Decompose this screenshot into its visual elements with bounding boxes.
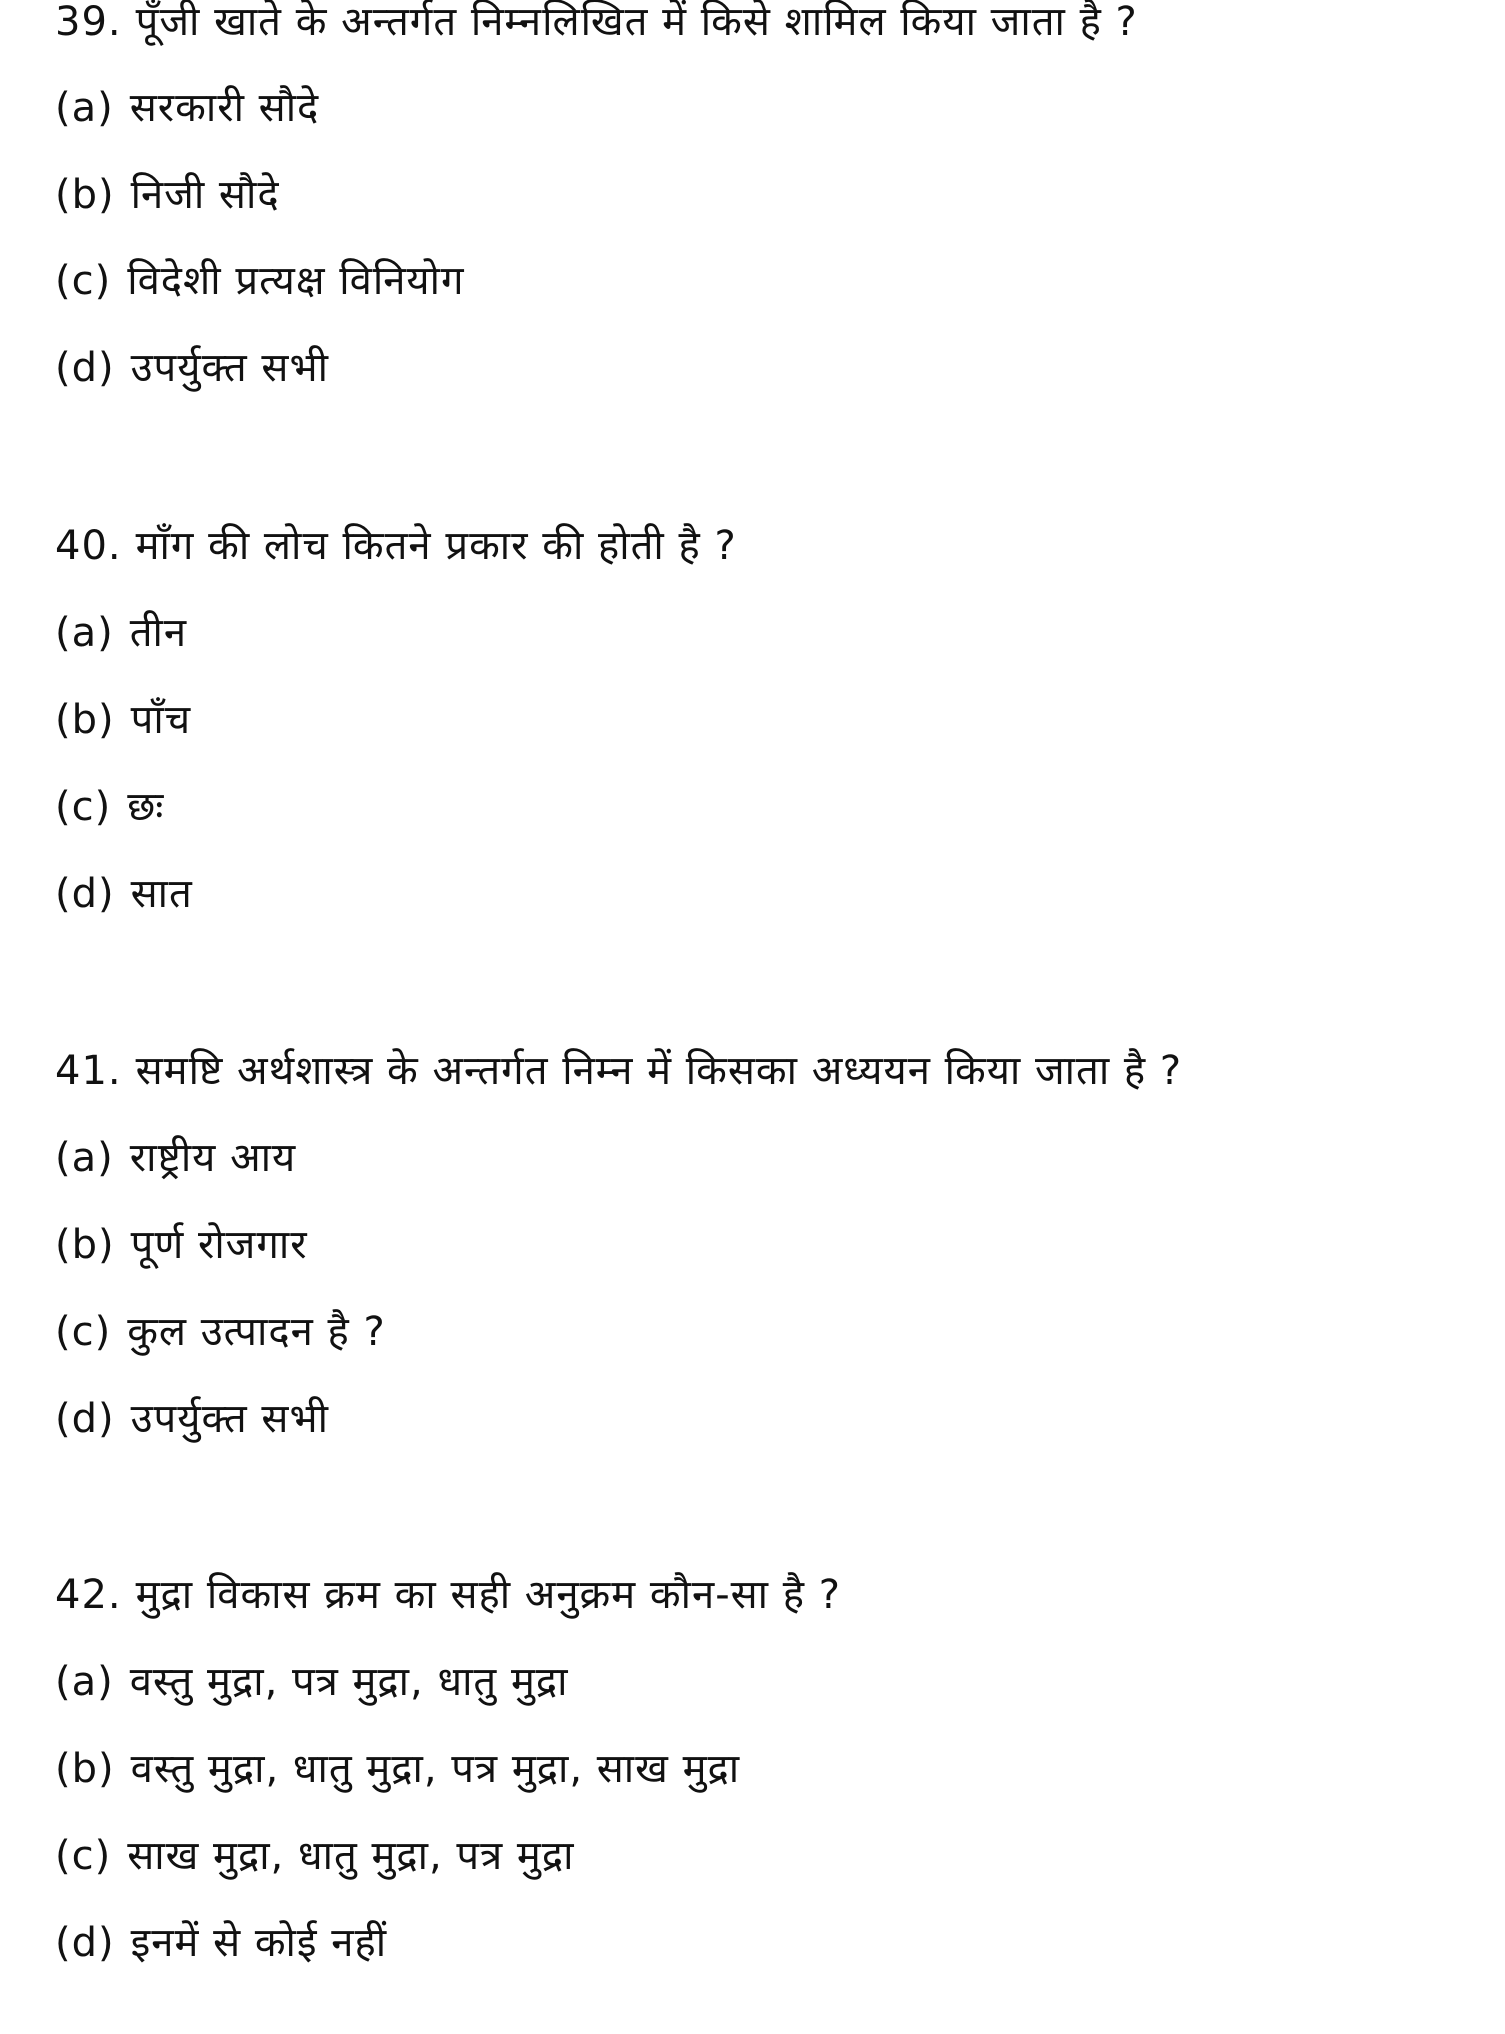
option-letter: (d) xyxy=(55,345,115,391)
option-text: साख मुद्रा, धातु मुद्रा, पत्र मुद्रा xyxy=(127,1833,575,1879)
option-letter: (b) xyxy=(55,1222,115,1268)
option-text: वस्तु मुद्रा, पत्र मुद्रा, धातु मुद्रा xyxy=(129,1659,569,1705)
option-text: सरकारी सौदे xyxy=(129,85,320,131)
option-letter: (c) xyxy=(55,784,112,830)
option-text: उपर्युक्त सभी xyxy=(130,345,329,391)
option-letter: (c) xyxy=(55,1309,112,1355)
option-text: इनमें से कोई नहीं xyxy=(130,1920,388,1966)
option-text: सात xyxy=(130,871,193,917)
question-40-option-a xyxy=(55,605,187,661)
question-39-option-c xyxy=(55,253,465,309)
question-42-option-d xyxy=(55,1915,387,1971)
option-letter: (a) xyxy=(55,1135,114,1181)
option-letter: (b) xyxy=(55,697,115,743)
question-40-option-b xyxy=(55,692,191,748)
question-number: 42. xyxy=(55,1572,122,1618)
option-letter: (a) xyxy=(55,1659,114,1705)
question-text: पूँजी खाते के अन्तर्गत निम्नलिखित में किसे शामिल किया जाता है ? xyxy=(135,0,1138,45)
option-letter: (d) xyxy=(55,1920,115,1966)
question-39-option-a xyxy=(55,80,319,136)
option-letter: (a) xyxy=(55,85,114,131)
option-text: छः xyxy=(127,784,165,830)
option-letter: (a) xyxy=(55,610,114,656)
question-40 xyxy=(55,518,737,574)
question-42-option-a xyxy=(55,1654,568,1710)
question-39-option-b xyxy=(55,167,280,223)
question-text: समष्टि अर्थशास्त्र के अन्तर्गत निम्न में किसका अध्ययन किया जाता है ? xyxy=(135,1048,1183,1094)
question-41-option-b xyxy=(55,1217,308,1273)
question-42-option-b xyxy=(55,1741,740,1797)
option-text: तीन xyxy=(129,610,188,656)
question-number: 41. xyxy=(55,1048,122,1094)
question-text: माँग की लोच कितने प्रकार की होती है ? xyxy=(135,523,737,569)
option-letter: (c) xyxy=(55,258,112,304)
option-letter: (d) xyxy=(55,1396,115,1442)
option-letter: (c) xyxy=(55,1833,112,1879)
question-41-option-a xyxy=(55,1130,296,1186)
option-text: उपर्युक्त सभी xyxy=(130,1396,329,1442)
question-42 xyxy=(55,1567,841,1623)
question-42-option-c xyxy=(55,1828,574,1884)
option-text: निजी सौदे xyxy=(130,172,280,218)
question-number: 40. xyxy=(55,523,122,569)
question-41 xyxy=(55,1043,1182,1099)
option-text: वस्तु मुद्रा, धातु मुद्रा, पत्र मुद्रा, साख मुद्रा xyxy=(130,1746,741,1792)
option-text: राष्ट्रीय आय xyxy=(129,1135,297,1181)
option-text: कुल उत्पादन है ? xyxy=(127,1309,386,1355)
question-41-option-d xyxy=(55,1391,329,1447)
question-41-option-c xyxy=(55,1304,386,1360)
option-text: पाँच xyxy=(130,697,192,743)
option-letter: (d) xyxy=(55,871,115,917)
question-40-option-d xyxy=(55,866,193,922)
question-39 xyxy=(55,0,1138,50)
question-40-option-c xyxy=(55,779,164,835)
question-text: मुद्रा विकास क्रम का सही अनुक्रम कौन-सा है ? xyxy=(135,1572,841,1618)
option-text: पूर्ण रोजगार xyxy=(130,1222,308,1268)
option-text: विदेशी प्रत्यक्ष विनियोग xyxy=(127,258,465,304)
option-letter: (b) xyxy=(55,1746,115,1792)
option-letter: (b) xyxy=(55,172,115,218)
question-number: 39. xyxy=(55,0,122,45)
question-39-option-d xyxy=(55,340,329,396)
